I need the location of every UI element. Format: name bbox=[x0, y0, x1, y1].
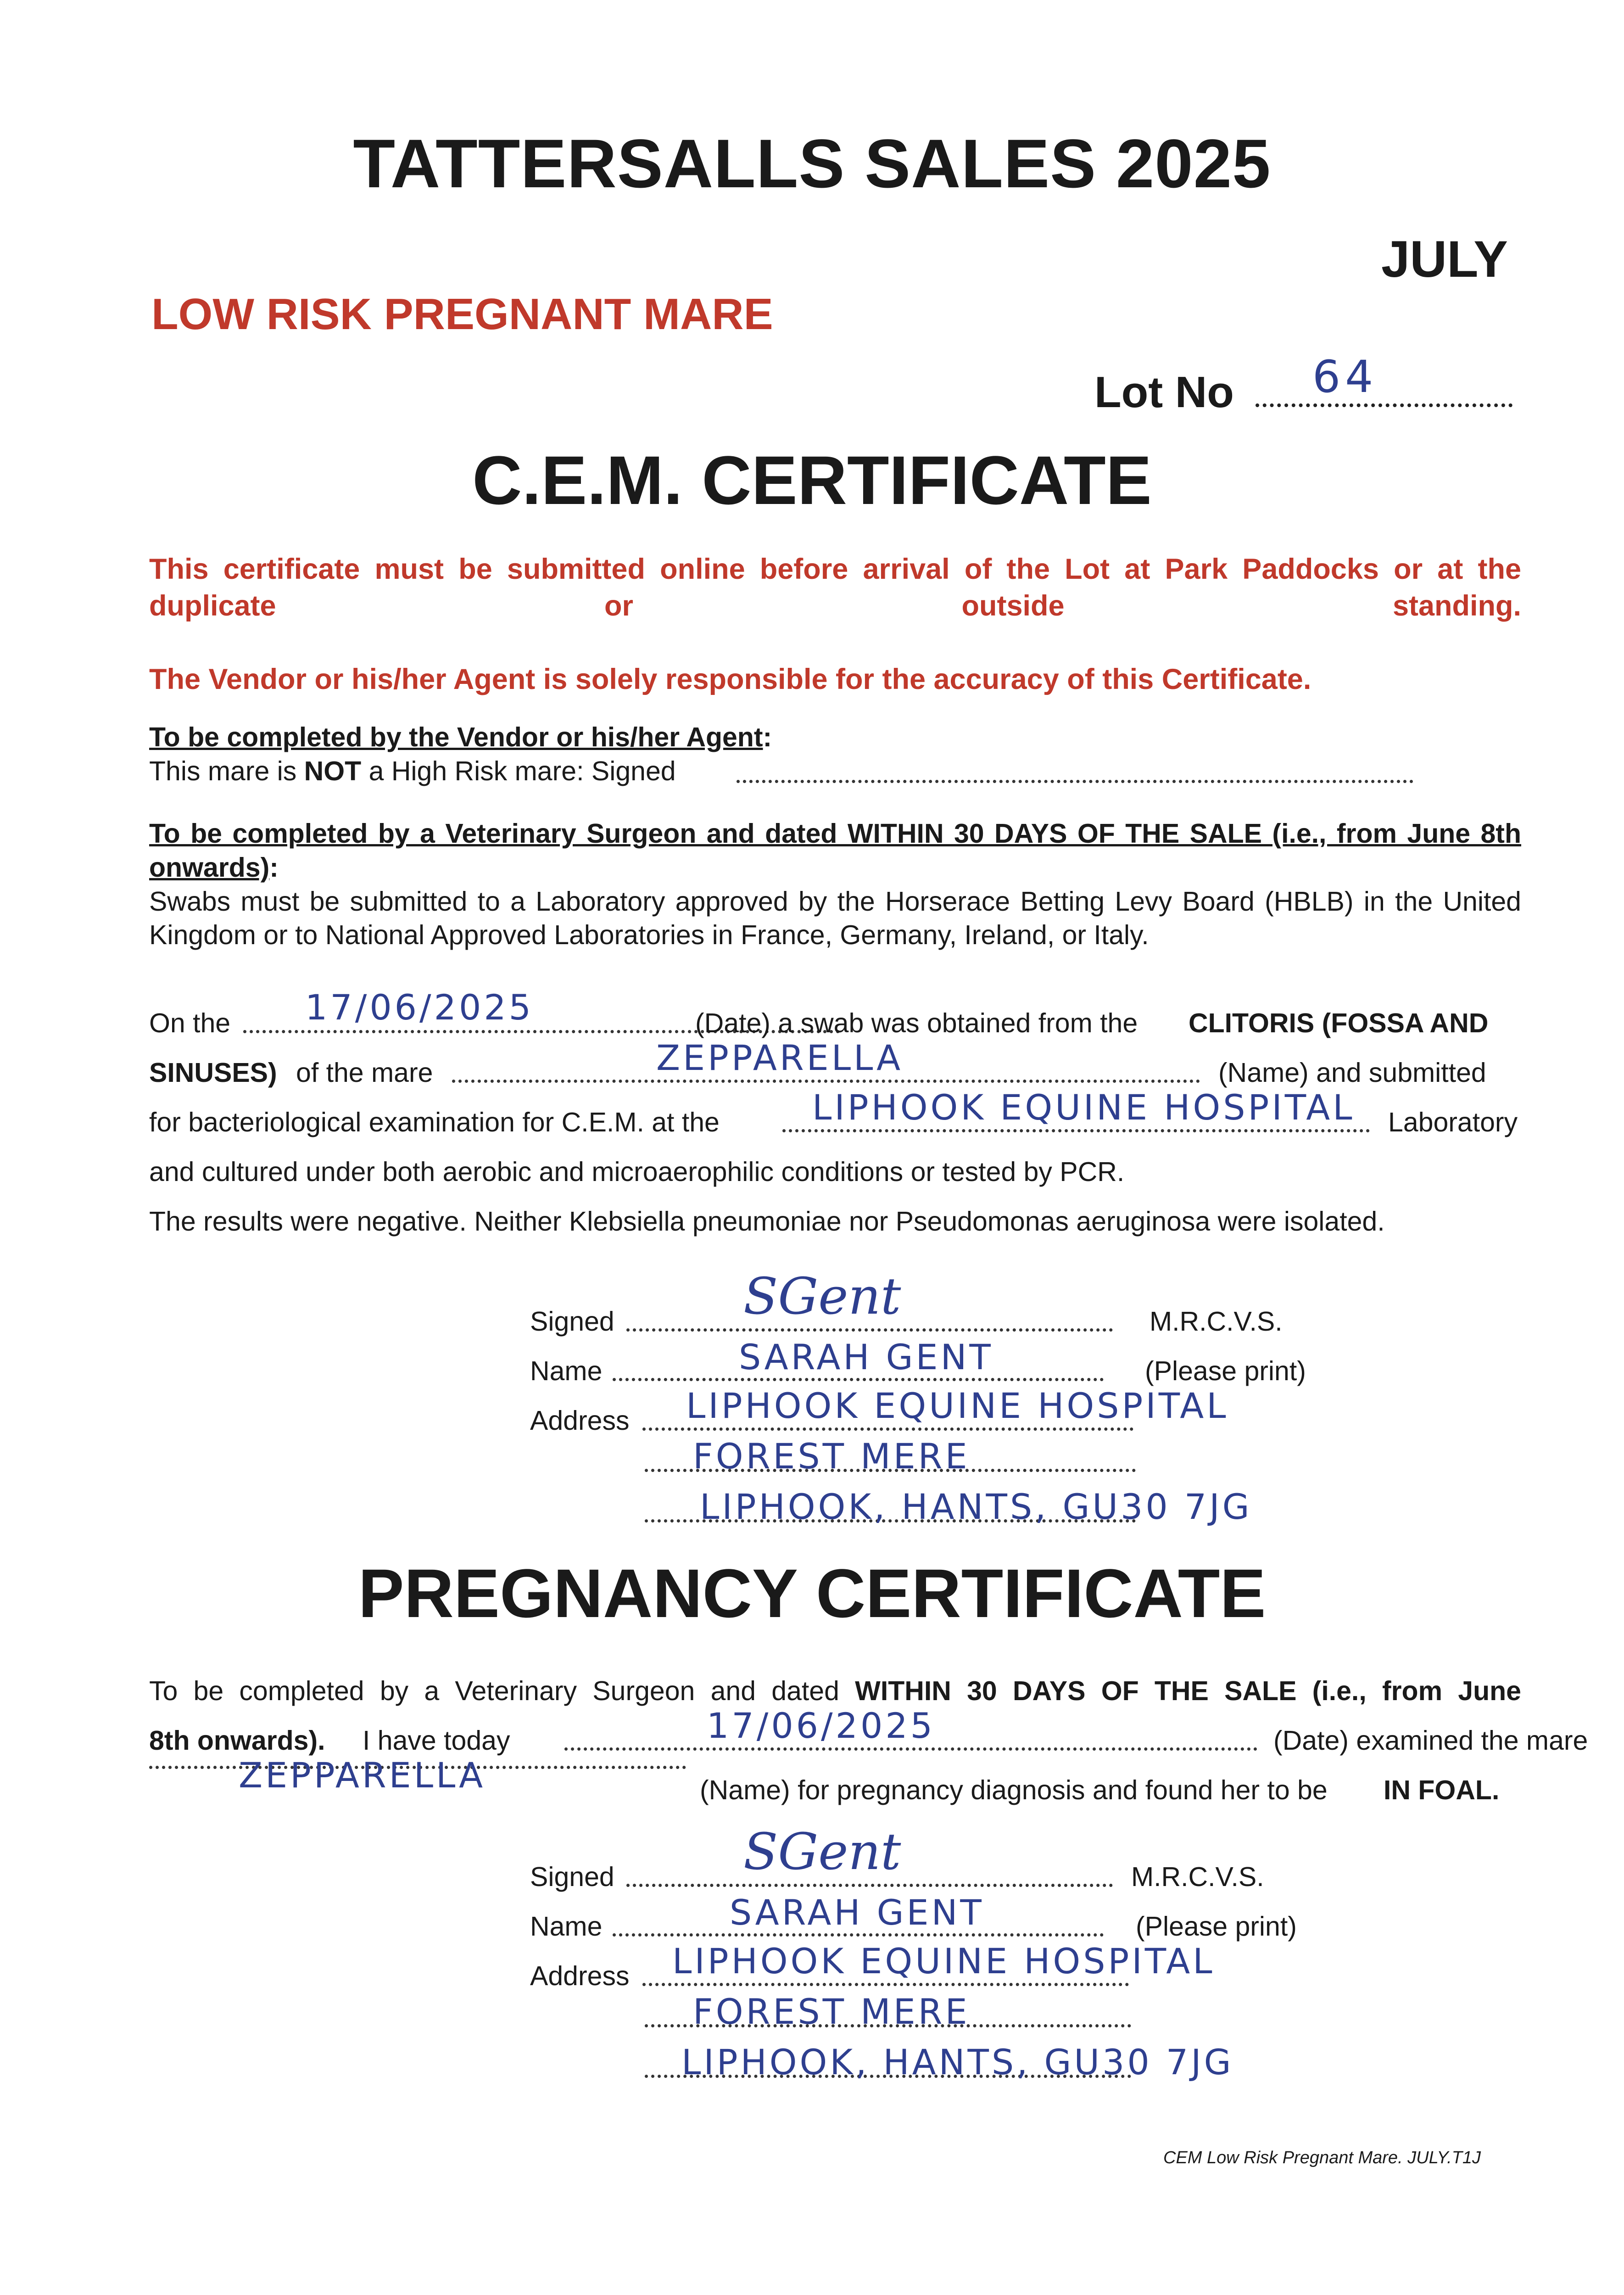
vendor-signature-line bbox=[737, 780, 1413, 783]
pregnancy-address-line-1: LIPHOOK EQUINE HOSPITAL bbox=[672, 1941, 1215, 1982]
pregnancy-address-row: Address bbox=[530, 1960, 629, 1992]
form-code-footer: CEM Low Risk Pregnant Mare. JULY.T1J bbox=[1163, 2148, 1481, 2167]
cem-address-line-1: LIPHOOK EQUINE HOSPITAL bbox=[686, 1385, 1229, 1426]
pregnancy-vet-name: SARAH GENT bbox=[730, 1892, 984, 1933]
vet-heading: To be completed by a Veterinary Surgeon and dated WITHIN 30 DAYS OF THE SALE (i.e., from June 8th onwards) bbox=[149, 818, 1521, 883]
submission-notice: This certificate must be submitted online before arrival of the Lot at Park Paddocks or at the duplicate or outside standing. bbox=[149, 553, 1521, 622]
laboratory-value: LIPHOOK EQUINE HOSPITAL bbox=[812, 1087, 1355, 1128]
cem-certificate-title: C.E.M. CERTIFICATE bbox=[472, 442, 1152, 519]
vendor-section: To be completed by the Vendor or his/her Agent: This mare is NOT a High Risk mare: Signed bbox=[149, 721, 1521, 789]
lot-number-field bbox=[1094, 367, 1512, 418]
cultured-statement: and cultured under both aerobic and microaerophilic conditions or tested by PCR. bbox=[149, 1157, 1125, 1187]
cem-address-line-2: FOREST MERE bbox=[693, 1436, 970, 1477]
vet-section: To be completed by a Veterinary Surgeon and dated WITHIN 30 DAYS OF THE SALE (i.e., from June 8th onwards): Swabs must be submitted to a Laboratory approved by the Horserace Betting Levy Board (HBLB) in the United Kingdom or to National Approved Laboratories in France, Germany, Ireland, or Italy. bbox=[149, 817, 1521, 952]
swabs-instructions: Swabs must be submitted to a Laboratory approved by the Horserace Betting Levy Board (HBLB) in the United Kingdom or to National Approved Laboratories in France, Germany, Ireland, or Italy. bbox=[149, 886, 1521, 951]
responsibility-notice: The Vendor or his/her Agent is solely responsible for the accuracy of this Certificate. bbox=[149, 663, 1311, 695]
pregnancy-signature: SGent bbox=[743, 1822, 901, 1881]
cem-signed-row: Signed M.R.C.V.S. bbox=[530, 1306, 1283, 1337]
pregnancy-name-row: Name (Please print) bbox=[530, 1911, 1297, 1942]
lot-number-value: 64 bbox=[1312, 351, 1378, 403]
vendor-signed-line: This mare is NOT a High Risk mare: Signed bbox=[149, 755, 1521, 789]
pregnancy-intro-line: To be completed by a Veterinary Surgeon and dated WITHIN 30 DAYS OF THE SALE (i.e., from June bbox=[149, 1676, 1521, 1706]
pregnancy-address-line-3: LIPHOOK, HANTS, GU30 7JG bbox=[681, 2042, 1234, 2082]
sale-month: JULY bbox=[1381, 230, 1508, 288]
results-statement: The results were negative. Neither Klebsiella pneumoniae nor Pseudomonas aeruginosa were isolated. bbox=[149, 1206, 1385, 1237]
cem-name-row: Name (Please print) bbox=[530, 1356, 1306, 1386]
cem-address-line-3: LIPHOOK, HANTS, GU30 7JG bbox=[700, 1486, 1252, 1527]
pregnancy-certificate-title: PREGNANCY CERTIFICATE bbox=[358, 1555, 1266, 1632]
swab-date-line: On the (Date) a swab was obtained from the CLITORIS (FOSSA AND bbox=[149, 1008, 1489, 1038]
cem-address-row: Address bbox=[530, 1405, 629, 1436]
document-title: TATTERSALLS SALES 2025 bbox=[353, 125, 1271, 202]
vendor-heading: To be completed by the Vendor or his/her Agent bbox=[149, 722, 763, 752]
swab-date-value: 17/06/2025 bbox=[305, 987, 534, 1028]
laboratory-line: for bacteriological examination for C.E.M. at the Laboratory bbox=[149, 1107, 1518, 1137]
pregnancy-address-line-2: FOREST MERE bbox=[693, 1991, 970, 2032]
pregnancy-date-line: 8th onwards). I have today (Date) examined the mare bbox=[149, 1725, 1588, 1756]
pregnancy-signed-row: Signed M.R.C.V.S. bbox=[530, 1862, 1264, 1892]
cem-vet-name: SARAH GENT bbox=[739, 1337, 993, 1377]
pregnancy-mare-name: ZEPPARELLA bbox=[239, 1755, 486, 1796]
pregnancy-date-value: 17/06/2025 bbox=[707, 1705, 936, 1746]
lot-label: Lot No bbox=[1094, 368, 1234, 417]
mare-name-line: SINUSES) of the mare (Name) and submitted bbox=[149, 1058, 1486, 1088]
mare-name-value: ZEPPARELLA bbox=[656, 1037, 904, 1078]
category-label: LOW RISK PREGNANT MARE bbox=[151, 290, 773, 339]
cem-signature: SGent bbox=[743, 1267, 901, 1326]
